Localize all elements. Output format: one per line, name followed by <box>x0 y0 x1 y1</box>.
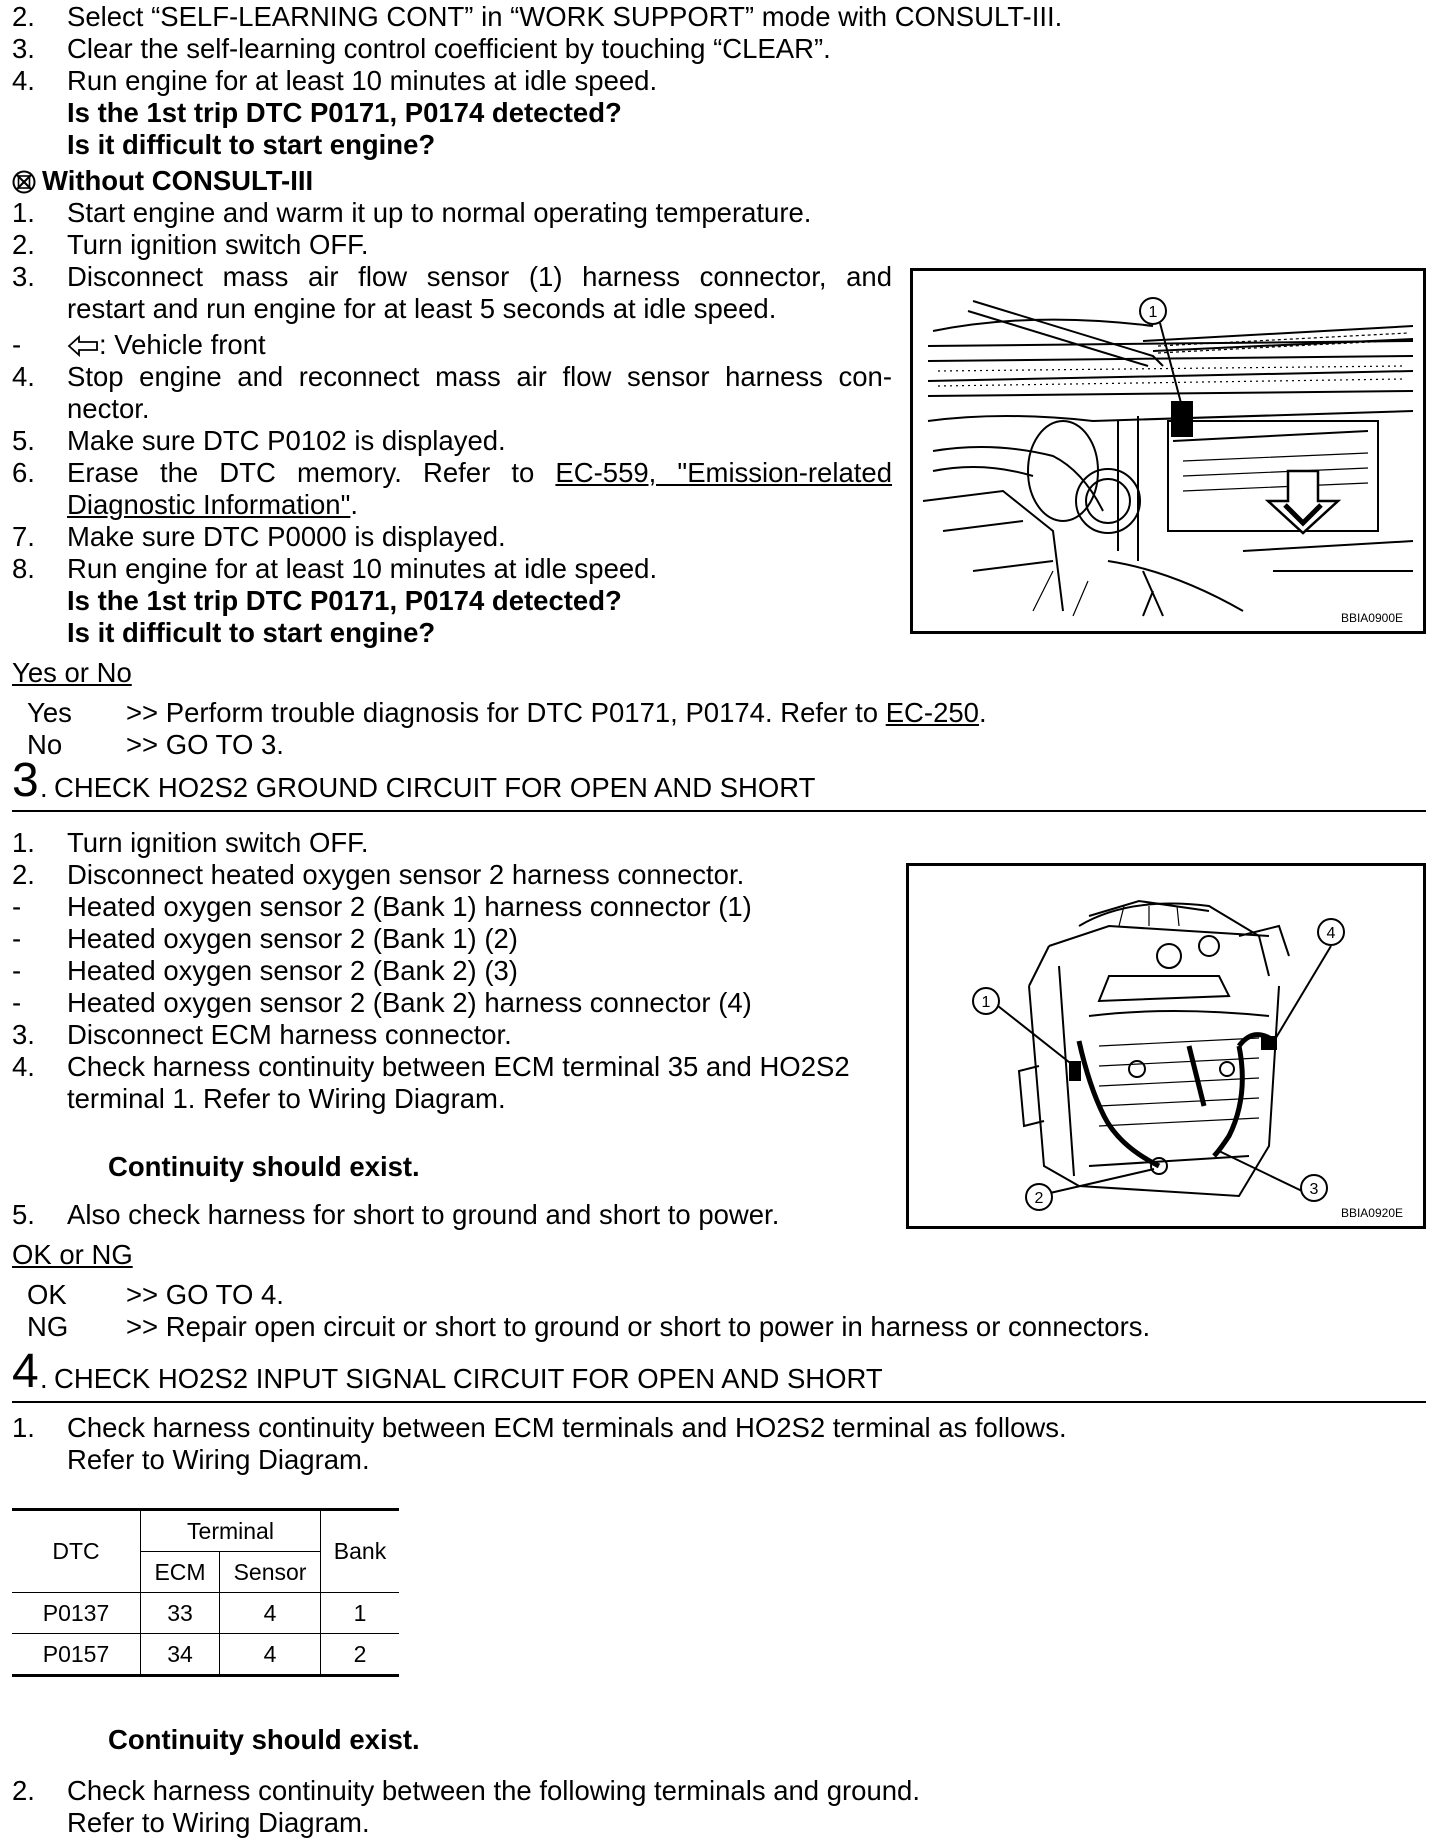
list-number: 4. <box>12 65 35 96</box>
terminal-table <box>12 1508 399 1677</box>
no-consult-icon <box>12 170 36 194</box>
step-3-header: 3 . CHECK HO2S2 GROUND CIRCUIT FOR OPEN AND SHORT <box>12 760 1426 812</box>
callout-4: 4 <box>1326 925 1336 942</box>
engine-assembly-illustration <box>909 866 1423 1226</box>
step-title: CHECK HO2S2 GROUND CIRCUIT FOR OPEN AND SHORT <box>54 772 816 803</box>
table-row: P0137 33 4 1 <box>12 1593 399 1634</box>
manual-page: 2. Select “SELF-LEARNING CONT” in “WORK SUPPORT” mode with CONSULT-III. 3. Clear the self-learning control coefficient by touching “CLEAR”. 4. Run engine for at least 10 minutes at idle speed. Is the 1st trip DTC P0171, P0174 detected? Is it difficult to start engine? Without CONSULT-III 1. Start engine and warm it up to normal operating temperature. 2. Turn ignition switch OFF. 3. Disconnect mass air flow sensor (1) harness connector, and restart and run engine for at least 5 seconds at idle speed. - : Vehicle front 4. Stop engine and reconnect mass air flow sensor harness con- nector. 5. Make sure DTC P0102 is displayed. 6. Erase the DTC memory. Refer to EC-559, "Emission-related Diagnostic Information". 7. Make sure DTC P0000 is displayed. 8. Run engine for at least 10 minutes at idle speed. Is the 1st trip DTC P0171, P0174 detected? Is it difficult to start engine? Yes or No Yes >> Perform trouble diagnosis for DTC P0171, P0174. Refer to EC-250. No >> GO TO 3. 1 BBIA0900E 3 . CHECK HO2S2 GROUND CIRCUIT FOR OPEN AND SHORT 1. Turn ignition switch OFF. 2. Disconnect heated oxygen sensor 2 harness connector. - Heated oxygen sensor 2 (Bank 1) harness connector (1) - Heated oxygen sensor 2 (Bank 1) (2) - Heated oxygen sensor 2 (Bank 2) (3) - Heated oxygen sensor 2 (Bank 2) harness connector (4) 3. Disconnect ECM harness connector. 4. Check harness continuity between ECM terminal 35 and HO2S2 terminal 1. Refer to Wiring Diagram. Continuity should exist. 5. Also check harness for short to ground and short to power. OK or NG OK >> GO TO 4. NG >> Repair open circuit or short to ground or short to power in harness or connectors. 1 2 3 4 BBIA0920E 4 . CHECK HO2S2 INPUT SIGNAL CIRCUIT FOR OPEN AND SHORT 1. Check harness continuity between ECM terminals and HO2S2 terminal as follows. Refer to Wiring Diagram. DTC Terminal Bank ECM Sensor P0137 33 4 1 P0157 34 4 2 Continuity should exist. 2. Check harness continuity between the following terminals and ground. Refer to Wiring Diagram. <box>0 0 1456 1844</box>
ec250-link[interactable]: EC-250 <box>885 697 979 728</box>
ec559-link[interactable]: EC-559, "Emission-related <box>555 457 892 488</box>
figure-code: BBIA0920E <box>1340 1206 1403 1220</box>
header-ecm: ECM <box>141 1552 220 1593</box>
vehicle-front-down-arrow-icon <box>1268 471 1338 533</box>
header-dtc: DTC <box>12 1510 141 1593</box>
yes-or-no-heading: Yes or No <box>12 657 132 688</box>
ho2s2-connector-figure <box>906 863 1426 1229</box>
without-consult-title: Without CONSULT-III <box>42 165 314 196</box>
ec559-link-cont[interactable]: Diagnostic Information" <box>67 489 351 520</box>
list-text: Run engine for at least 10 minutes at idle speed. <box>67 65 658 96</box>
step-title: CHECK HO2S2 INPUT SIGNAL CIRCUIT FOR OPEN AND SHORT <box>54 1363 883 1394</box>
step-number: 4 <box>12 1345 39 1398</box>
list-number: 3. <box>12 33 35 64</box>
header-sensor: Sensor <box>220 1552 321 1593</box>
step-number: 3 <box>12 754 39 807</box>
ok-or-ng-heading: OK or NG <box>12 1239 133 1270</box>
table-header-row <box>12 1510 399 1552</box>
maf-sensor-figure <box>910 268 1426 634</box>
list-number: 2. <box>12 1 35 32</box>
header-terminal: Terminal <box>141 1510 321 1552</box>
callout-3: 3 <box>1309 1181 1319 1198</box>
callout-1: 1 <box>981 994 991 1011</box>
engine-bay-illustration <box>913 271 1423 631</box>
step-4-header: 4 . CHECK HO2S2 INPUT SIGNAL CIRCUIT FOR OPEN AND SHORT <box>12 1351 1426 1403</box>
vehicle-front-arrow-icon <box>67 335 99 357</box>
callout-2: 2 <box>1034 1190 1044 1207</box>
callout-1: 1 <box>1148 304 1158 321</box>
figure-code: BBIA0900E <box>1340 611 1403 625</box>
list-text: Clear the self-learning control coefficient by touching “CLEAR”. <box>67 33 831 64</box>
header-bank: Bank <box>321 1510 400 1593</box>
list-text: Select “SELF-LEARNING CONT” in “WORK SUPPORT” mode with CONSULT-III. <box>67 1 1063 32</box>
table-row: P0157 34 4 2 <box>12 1634 399 1676</box>
